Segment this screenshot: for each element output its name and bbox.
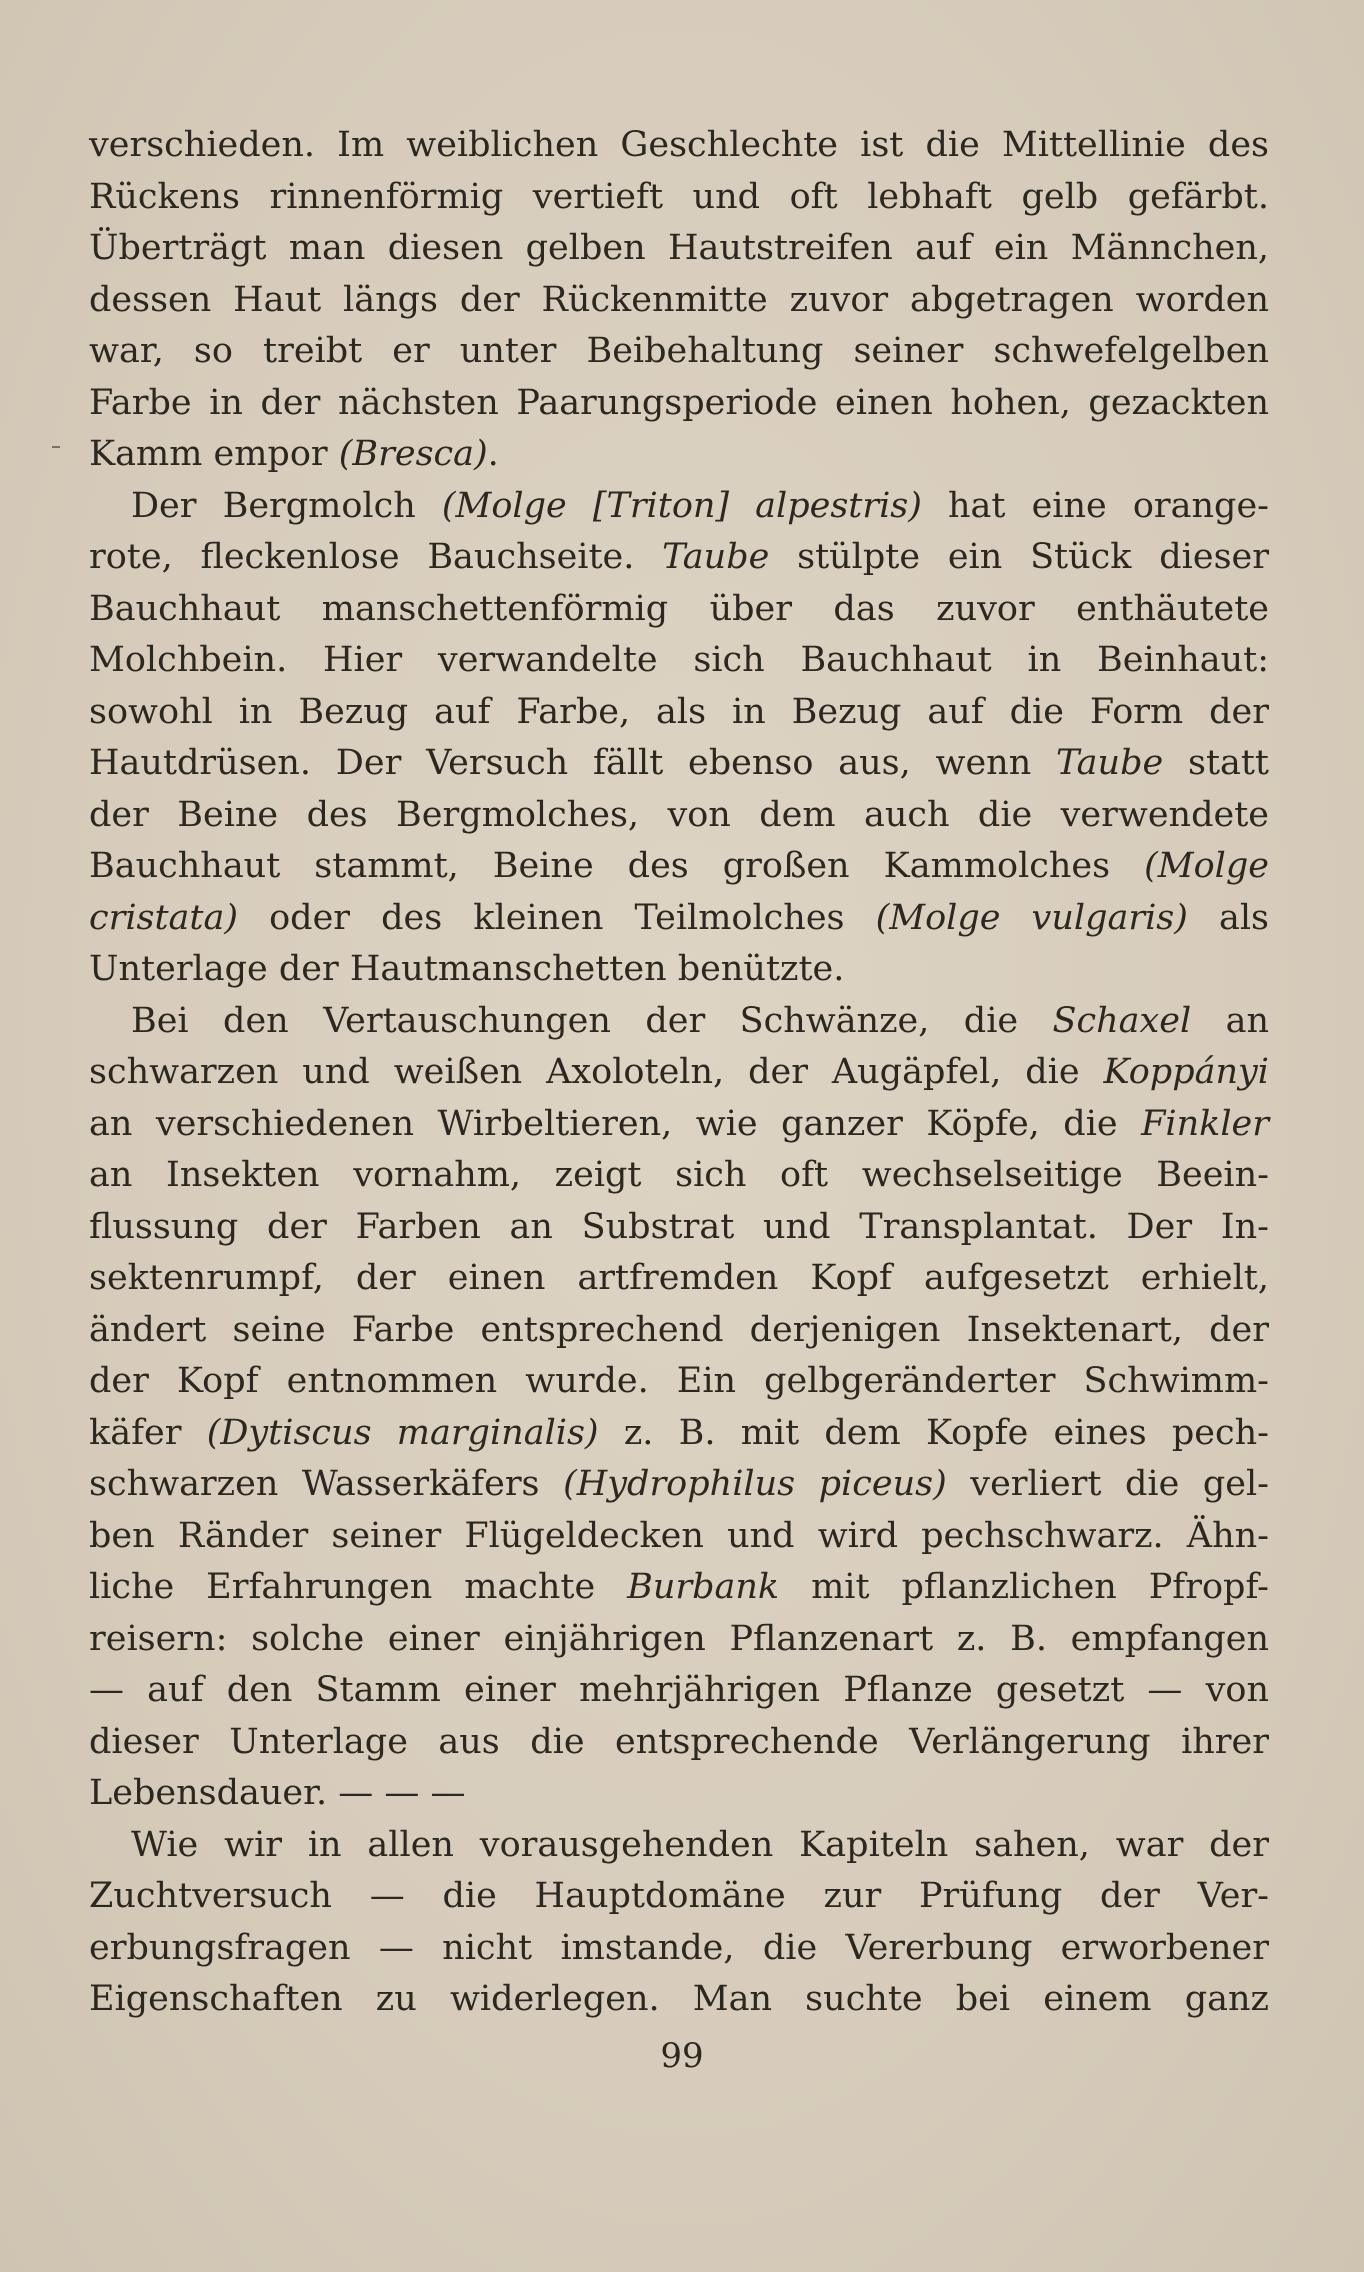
text-line: sektenrumpf, der einen artfremden Kopf aufgesetzt erhielt,: [89, 1258, 1269, 1298]
text-line: reisern: solche einer einjährigen Pflanzenart z. B. empfangen: [89, 1618, 1269, 1659]
text-line: käfer (Dytiscus marginalis) z. B. mit dem Kopfe eines pech-: [89, 1412, 1269, 1453]
text-line: Unterlage der Hautmanschetten benützte.: [89, 949, 845, 989]
margin-mark: [52, 446, 60, 448]
text-line: Bei den Vertauschungen der Schwänze, die Schaxel an: [131, 1000, 1269, 1041]
text-line: Zuchtversuch — die Hauptdomäne zur Prüfung der Ver-: [89, 1876, 1269, 1916]
text-line: rote, fleckenlose Bauchseite. Taube stülpte ein Stück dieser: [89, 537, 1269, 577]
text-line: dieser Unterlage aus die entsprechende Verlängerung ihrer: [89, 1721, 1269, 1762]
page-number: 99: [660, 2036, 704, 2076]
text-line: an Insekten vornahm, zeigt sich oft wechselseitige Beein-: [89, 1155, 1269, 1195]
text-line: Rückens rinnenförmig vertieft und oft lebhaft gelb gefärbt.: [89, 176, 1269, 217]
text-line: flussung der Farben an Substrat und Transplantat. Der In-: [89, 1206, 1269, 1247]
text-line: dessen Haut längs der Rückenmitte zuvor abgetragen worden: [89, 279, 1269, 320]
text-line: schwarzen Wasserkäfers (Hydrophilus piceus) verliert die gel-: [89, 1464, 1269, 1504]
text-line: Molchbein. Hier verwandelte sich Bauchhaut in Beinhaut:: [89, 640, 1269, 680]
text-line: Eigenschaften zu widerlegen. Man suchte bei einem ganz: [89, 1979, 1269, 2019]
text-line: Der Bergmolch (Molge [Triton] alpestris) hat eine orange-: [131, 485, 1269, 526]
text-line: Bauchhaut stammt, Beine des großen Kammolches (Molge: [89, 846, 1269, 886]
text-line: erbungsfragen — nicht imstande, die Vererbung erworbener: [89, 1927, 1269, 1968]
text-line: Lebensdauer. — — —: [89, 1773, 466, 1813]
text-line: cristata) oder des kleinen Teilmolches (Molge vulgaris) als: [89, 897, 1270, 938]
text-line: ändert seine Farbe entsprechend derjenigen Insektenart, der: [89, 1309, 1269, 1350]
body-text: [89, 120, 1269, 2026]
text-line: — auf den Stamm einer mehrjährigen Pflanze gesetzt — von: [89, 1670, 1269, 1710]
text-line: Überträgt man diesen gelben Hautstreifen auf ein Männchen,: [89, 228, 1269, 268]
text-line: Wie wir in allen vorausgehenden Kapiteln sahen, war der: [131, 1824, 1269, 1865]
text-line: war, so treibt er unter Beibehaltung seiner schwefelgelben: [89, 331, 1269, 371]
text-line: Farbe in der nächsten Paarungsperiode einen hohen, gezackten: [89, 382, 1269, 423]
text-line: ben Ränder seiner Flügeldecken und wird pechschwarz. Ähn-: [89, 1515, 1269, 1556]
text-line: liche Erfahrungen machte Burbank mit pflanzlichen Pfropf-: [89, 1567, 1269, 1607]
text-line: Bauchhaut manschettenförmig über das zuvor enthäutete: [89, 588, 1269, 629]
text-line: schwarzen und weißen Axoloteln, der Augäpfel, die Koppányi: [89, 1052, 1269, 1092]
text-line: der Kopf entnommen wurde. Ein gelbgeränderter Schwimm-: [89, 1361, 1269, 1401]
text-line: verschieden. Im weiblichen Geschlechte ist die Mittellinie des: [89, 125, 1269, 165]
text-line: an verschiedenen Wirbeltieren, wie ganzer Köpfe, die Finkler: [89, 1103, 1269, 1144]
text-line: sowohl in Bezug auf Farbe, als in Bezug auf die Form der: [89, 691, 1269, 732]
text-line: Kamm empor (Bresca).: [89, 434, 499, 474]
text-line: Hautdrüsen. Der Versuch fällt ebenso aus, wenn Taube statt: [89, 743, 1270, 783]
text-line: der Beine des Bergmolches, von dem auch die verwendete: [89, 794, 1269, 835]
